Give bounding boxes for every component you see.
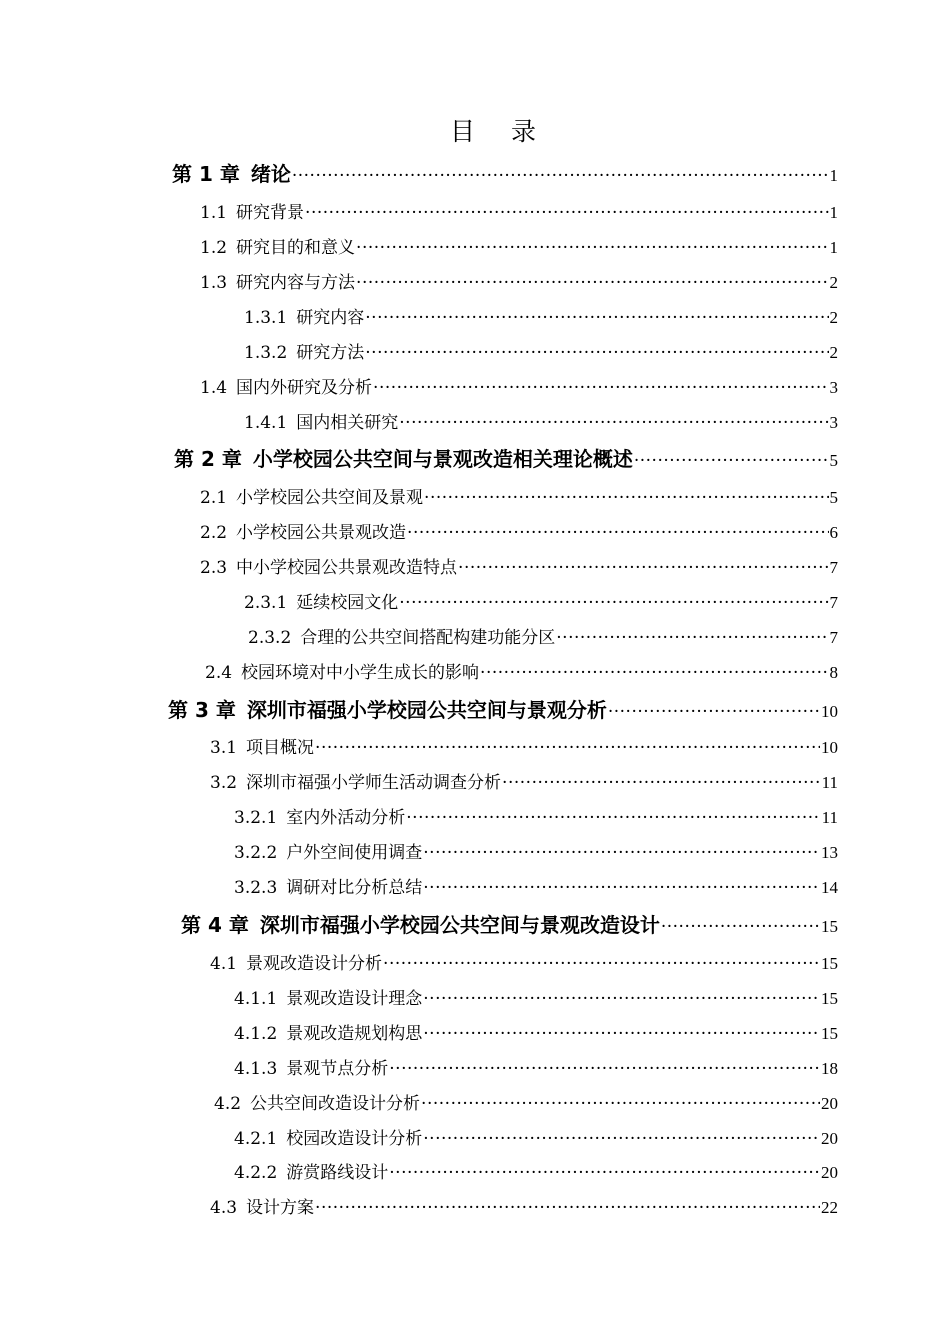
toc-entry-number: 2.3 — [200, 558, 228, 578]
toc-dot-leader — [556, 628, 828, 648]
toc-dot-leader — [423, 1024, 820, 1044]
toc-entry-label: 校园改造设计分析 — [286, 1129, 423, 1149]
toc-page-number: 13 — [821, 843, 838, 862]
toc-entry-label: 研究目的和意义 — [236, 238, 356, 258]
toc-page-number: 20 — [821, 1129, 838, 1148]
toc-dot-leader — [399, 413, 828, 433]
toc-dot-leader — [608, 702, 820, 722]
toc-entry-label: 研究内容与方法 — [236, 273, 356, 293]
toc-dot-leader — [365, 308, 828, 328]
toc-entry-label: 小学校园公共空间及景观 — [236, 488, 424, 508]
toc-section-entry[interactable] — [210, 733, 838, 758]
toc-dot-leader — [399, 593, 828, 613]
toc-entry-number: 2.3.2 — [248, 628, 292, 648]
toc-dot-leader — [356, 238, 828, 258]
toc-page-number: 7 — [829, 628, 838, 647]
toc-entry-number: 4.1.2 — [234, 1024, 278, 1044]
toc-entry-label: 景观改造规划构思 — [286, 1024, 423, 1044]
toc-entry-label: 研究背景 — [236, 203, 305, 223]
toc-dot-leader — [292, 166, 829, 186]
toc-page-number: 5 — [829, 488, 838, 507]
toc-page-number: 6 — [829, 523, 838, 542]
toc-page-number: 14 — [821, 878, 838, 897]
toc-dot-leader — [356, 273, 828, 293]
toc-entry-number: 2.2 — [200, 523, 228, 543]
toc-subsection-entry[interactable] — [234, 803, 838, 828]
toc-entry-label: 国内相关研究 — [296, 413, 399, 433]
toc-subsection-entry[interactable] — [244, 303, 838, 328]
toc-subsection-entry[interactable] — [234, 1054, 838, 1079]
toc-entry-label: 游赏路线设计 — [286, 1163, 389, 1183]
toc-subsection-entry[interactable] — [234, 1158, 838, 1183]
toc-entry-number: 3.2 — [210, 773, 238, 793]
toc-entry-number: 1.2 — [200, 238, 228, 258]
toc-page-number: 10 — [821, 738, 838, 757]
toc-dot-leader — [661, 917, 820, 937]
toc-dot-leader — [389, 1163, 820, 1183]
toc-entry-number: 4.3 — [210, 1198, 238, 1218]
toc-page-number: 15 — [821, 954, 838, 973]
toc-page-number: 5 — [829, 451, 838, 470]
toc-subsection-entry[interactable] — [234, 984, 838, 1009]
toc-section-entry[interactable] — [214, 1089, 838, 1114]
toc-entry-number: 2.3.1 — [244, 593, 288, 613]
toc-entry-label: 户外空间使用调查 — [286, 843, 423, 863]
toc-page-number: 20 — [821, 1094, 838, 1113]
toc-entry-number: 4.2 — [214, 1094, 242, 1114]
toc-entry-number: 4.1.3 — [234, 1059, 278, 1079]
toc-page-number: 20 — [821, 1163, 838, 1182]
toc-entry-number: 1.3.1 — [244, 308, 288, 328]
toc-chapter-entry[interactable] — [174, 443, 838, 472]
toc-section-entry[interactable] — [210, 1193, 838, 1218]
toc-dot-leader — [406, 808, 820, 828]
toc-entry-number: 4.1.1 — [234, 989, 278, 1009]
toc-entry-label: 室内外活动分析 — [286, 808, 406, 828]
toc-page-number: 3 — [829, 413, 838, 432]
toc-subsection-entry[interactable] — [234, 873, 838, 898]
toc-entry-number: 第 1 章 — [172, 162, 240, 186]
toc-entry-number: 3.1 — [210, 738, 238, 758]
toc-page-number: 10 — [821, 702, 838, 721]
toc-page-number: 7 — [829, 558, 838, 577]
toc-section-entry[interactable] — [200, 268, 838, 293]
toc-entry-number: 1.3.2 — [244, 343, 288, 363]
toc-entry-label: 景观改造设计理念 — [286, 989, 423, 1009]
toc-entry-label: 合理的公共空间搭配构建功能分区 — [300, 628, 556, 648]
toc-entry-number: 3.2.1 — [234, 808, 278, 828]
toc-dot-leader — [502, 773, 821, 793]
toc-page-number: 1 — [829, 166, 838, 185]
toc-dot-leader — [421, 1094, 820, 1114]
toc-entry-number: 第 3 章 — [168, 698, 236, 722]
toc-entry-label: 公共空间改造设计分析 — [250, 1094, 421, 1114]
toc-dot-leader — [315, 738, 820, 758]
toc-entry-number: 3.2.3 — [234, 878, 278, 898]
toc-entry-number: 4.1 — [210, 954, 238, 974]
toc-entry-number: 2.1 — [200, 488, 228, 508]
toc-title: 目 录 — [450, 117, 550, 146]
toc-dot-leader — [365, 343, 828, 363]
toc-dot-leader — [458, 558, 828, 578]
toc-page-number: 11 — [821, 808, 838, 827]
toc-subsection-entry[interactable] — [248, 623, 838, 648]
toc-entry-number: 4.2.1 — [234, 1129, 278, 1149]
toc-entry-label: 项目概况 — [246, 738, 315, 758]
toc-entry-label: 景观节点分析 — [286, 1059, 389, 1079]
toc-dot-leader — [480, 663, 828, 683]
toc-section-entry[interactable] — [200, 553, 838, 578]
toc-subsection-entry[interactable] — [244, 338, 838, 363]
toc-chapter-entry[interactable] — [181, 909, 838, 938]
toc-page-number: 3 — [829, 378, 838, 397]
toc-page-number: 2 — [829, 343, 838, 362]
toc-subsection-entry[interactable] — [234, 1124, 838, 1149]
toc-entry-label: 深圳市福强小学校园公共空间与景观分析 — [246, 698, 607, 722]
toc-entry-number: 第 2 章 — [174, 447, 242, 471]
toc-section-entry[interactable] — [200, 233, 838, 258]
toc-dot-leader — [305, 203, 828, 223]
toc-subsection-entry[interactable] — [244, 588, 838, 613]
toc-entry-label: 景观改造设计分析 — [246, 954, 383, 974]
toc-entry-label: 深圳市福强小学师生活动调查分析 — [246, 773, 502, 793]
toc-subsection-entry[interactable] — [234, 838, 838, 863]
toc-subsection-entry[interactable] — [244, 408, 838, 433]
toc-entry-label: 设计方案 — [246, 1198, 315, 1218]
toc-dot-leader — [389, 1059, 820, 1079]
toc-entry-number: 第 4 章 — [181, 913, 249, 937]
toc-section-entry[interactable] — [200, 483, 838, 508]
toc-section-entry[interactable] — [210, 768, 838, 793]
toc-section-entry[interactable] — [205, 658, 838, 683]
toc-entry-label: 小学校园公共空间与景观改造相关理论概述 — [252, 447, 633, 471]
toc-entry-number: 3.2.2 — [234, 843, 278, 863]
toc-entry-number: 2.4 — [205, 663, 233, 683]
toc-section-entry[interactable] — [200, 373, 838, 398]
toc-entry-label: 绪论 — [250, 162, 291, 186]
toc-dot-leader — [424, 488, 828, 508]
toc-section-entry[interactable] — [200, 518, 838, 543]
toc-section-entry[interactable] — [200, 198, 838, 223]
toc-page-number: 22 — [821, 1198, 838, 1217]
toc-page-number: 15 — [821, 1024, 838, 1043]
toc-dot-leader — [423, 1129, 820, 1149]
toc-entry-number: 1.3 — [200, 273, 228, 293]
toc-section-entry[interactable] — [210, 949, 838, 974]
toc-chapter-entry[interactable] — [172, 158, 838, 187]
toc-page-number: 1 — [829, 203, 838, 222]
toc-dot-leader — [423, 878, 820, 898]
toc-entry-number: 1.4.1 — [244, 413, 288, 433]
toc-entry-label: 深圳市福强小学校园公共空间与景观改造设计 — [259, 913, 660, 937]
toc-page-number: 2 — [829, 273, 838, 292]
toc-entry-label: 调研对比分析总结 — [286, 878, 423, 898]
toc-entry-label: 国内外研究及分析 — [236, 378, 373, 398]
toc-entry-label: 校园环境对中小学生成长的影响 — [241, 663, 480, 683]
toc-dot-leader — [407, 523, 828, 543]
toc-page-number: 18 — [821, 1059, 838, 1078]
toc-subsection-entry[interactable] — [234, 1019, 838, 1044]
toc-entry-label: 中小学校园公共景观改造特点 — [236, 558, 458, 578]
toc-page-number: 8 — [829, 663, 838, 682]
toc-page-number: 7 — [829, 593, 838, 612]
toc-entry-label: 研究方法 — [296, 343, 365, 363]
toc-chapter-entry[interactable] — [168, 694, 838, 723]
toc-page-number: 1 — [829, 238, 838, 257]
toc-page-number: 2 — [829, 308, 838, 327]
toc-entry-number: 4.2.2 — [234, 1163, 278, 1183]
toc-dot-leader — [383, 954, 820, 974]
toc-page-number: 15 — [821, 989, 838, 1008]
toc-dot-leader — [315, 1198, 820, 1218]
toc-dot-leader — [423, 843, 820, 863]
toc-entry-label: 延续校园文化 — [296, 593, 399, 613]
toc-entry-number: 1.4 — [200, 378, 228, 398]
toc-dot-leader — [373, 378, 828, 398]
toc-dot-leader — [423, 989, 820, 1009]
toc-entry-number: 1.1 — [200, 203, 228, 223]
toc-entry-label: 小学校园公共景观改造 — [236, 523, 407, 543]
toc-page-number: 11 — [821, 773, 838, 792]
toc-entry-label: 研究内容 — [296, 308, 365, 328]
toc-page-number: 15 — [821, 917, 838, 936]
toc-dot-leader — [634, 451, 829, 471]
